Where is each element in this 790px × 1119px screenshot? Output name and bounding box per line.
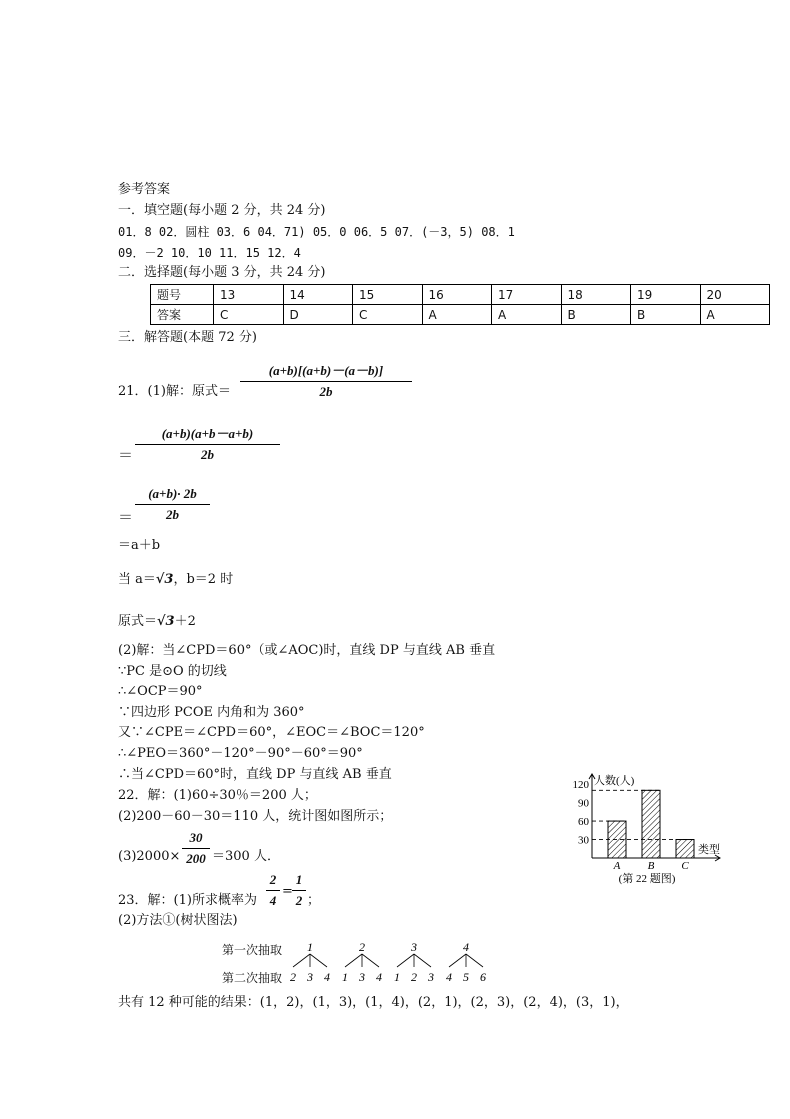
q21-original bbox=[118, 614, 196, 630]
table-cell: D bbox=[283, 305, 353, 325]
fraction-3-denominator: 2b bbox=[166, 507, 179, 522]
fraction-3-numerator: (a+b)· 2b bbox=[135, 486, 210, 505]
q21-prefix: 21．(1)解：原式＝ bbox=[118, 384, 231, 399]
q21-part2-line2: ∵PC 是⊙O 的切线 bbox=[118, 664, 227, 679]
q23-line1: 23．解：(1)所求概率为 bbox=[118, 893, 257, 908]
table-cell: 19 bbox=[631, 285, 701, 305]
page-title: 参考答案 bbox=[118, 182, 171, 197]
table-cell: B bbox=[561, 305, 631, 325]
equals-sign-1: ＝ bbox=[118, 446, 134, 464]
q23-line1-suffix: ； bbox=[307, 893, 321, 908]
y-tick-label: 120 bbox=[572, 779, 589, 792]
equals-sign-2: ＝ bbox=[118, 508, 134, 526]
x-axis-label: 类型 bbox=[698, 844, 720, 856]
fraction-q22-denominator: 200 bbox=[186, 851, 206, 866]
tree-branch bbox=[414, 954, 431, 967]
table-cell: A bbox=[700, 305, 770, 325]
fill-answers-line2: 09．－2 10．10 11．15 12．4 bbox=[118, 246, 301, 260]
table-cell: 18 bbox=[561, 285, 631, 305]
tree-node-level1: 1 bbox=[307, 940, 313, 954]
table-cell: C bbox=[353, 305, 423, 325]
tree-branch bbox=[345, 954, 362, 967]
sqrt3: √3 bbox=[157, 614, 175, 629]
q22-line2: (2)200－60－30＝110 人，统计图如图所示； bbox=[118, 809, 393, 824]
bar-C bbox=[676, 840, 694, 858]
fraction-2-denominator: 2b bbox=[201, 447, 214, 462]
tree-node-level2: 1 bbox=[342, 970, 348, 984]
tree-row1-label: 第一次抽取 bbox=[222, 943, 283, 957]
table-cell: A bbox=[422, 305, 492, 325]
tree-node-level2: 6 bbox=[480, 970, 486, 984]
tree-branch bbox=[449, 954, 466, 967]
tree-node-level1: 2 bbox=[359, 940, 365, 954]
fraction-q23b-numerator: 1 bbox=[292, 872, 306, 891]
tree-node-level2: 3 bbox=[359, 970, 365, 984]
fraction-q23b-denominator: 2 bbox=[295, 893, 303, 908]
y-tick-label: 60 bbox=[578, 816, 589, 829]
q22-line3 bbox=[118, 849, 180, 865]
y-axis-label: 人数(人) bbox=[594, 775, 635, 787]
answer-table bbox=[150, 284, 770, 325]
table-cell: 题号 bbox=[151, 285, 214, 305]
q21-part2-line7: ∴当∠CPD＝60°时，直线 DP 与直线 AB 垂直 bbox=[118, 767, 392, 782]
table-cell: 答案 bbox=[151, 305, 214, 325]
section2-heading: 二．选择题(每小题 3 分，共 24 分) bbox=[118, 265, 326, 280]
fraction-q23a-numerator: 2 bbox=[266, 872, 280, 891]
fraction-q23a bbox=[266, 872, 280, 909]
sqrt3: √3 bbox=[155, 572, 174, 587]
x-tick-label: C bbox=[681, 860, 689, 872]
fraction-q23b bbox=[292, 872, 306, 909]
q21-when bbox=[118, 572, 233, 588]
q22-line3-prefix: (3)2000× bbox=[118, 849, 181, 864]
tree-node-level2: 2 bbox=[411, 970, 417, 984]
table-cell: A bbox=[492, 305, 562, 325]
table-row bbox=[151, 305, 770, 325]
table-cell: 13 bbox=[214, 285, 284, 305]
tree-node-level2: 3 bbox=[307, 970, 313, 984]
q23-line2: (2)方法①(树状图法) bbox=[118, 913, 238, 928]
x-tick-label: A bbox=[613, 860, 621, 872]
fraction-1-numerator: (a+b)[(a+b)－(a－b)] bbox=[240, 360, 412, 382]
table-cell: B bbox=[631, 305, 701, 325]
tree-node-level2: 4 bbox=[376, 970, 382, 984]
fraction-q22-numerator: 30 bbox=[182, 830, 210, 849]
orig-suffix: ＋2 bbox=[174, 614, 196, 629]
chart-caption: (第 22 题图) bbox=[618, 873, 676, 885]
q21-part2-line6: ∴∠PEO＝360°－120°－90°－60°＝90° bbox=[118, 746, 363, 761]
tree-node-level2: 4 bbox=[446, 970, 452, 984]
q21-part2-line5: 又∵∠CPE＝∠CPD＝60°，∠EOC＝∠BOC＝120° bbox=[118, 725, 425, 740]
fraction-2 bbox=[135, 423, 280, 463]
fill-answers-line1: 01．8 02．圆柱 03．6 04．71) 05．0 06．5 07．(－3，5) 08．1 bbox=[118, 225, 515, 239]
table-cell: 16 bbox=[422, 285, 492, 305]
q21-result: ＝a＋b bbox=[118, 538, 161, 553]
y-tick-label: 30 bbox=[578, 834, 589, 847]
fraction-q22 bbox=[182, 830, 210, 867]
tree-branch bbox=[362, 954, 379, 967]
fraction-1 bbox=[240, 360, 412, 400]
q21-part2-line3: ∴∠OCP＝90° bbox=[118, 684, 203, 699]
tree-node-level2: 5 bbox=[463, 970, 469, 984]
table-cell: 14 bbox=[283, 285, 353, 305]
when-prefix: 当 a＝ bbox=[118, 572, 156, 587]
table-cell: C bbox=[214, 305, 284, 325]
q21-part2-line4: ∵四边形 PCOE 内角和为 360° bbox=[118, 705, 305, 720]
q22-line3-suffix: ＝300 人． bbox=[212, 849, 280, 864]
table-row bbox=[151, 285, 770, 305]
section3-heading: 三．解答题(本题 72 分) bbox=[118, 330, 257, 345]
tree-node-level2: 3 bbox=[428, 970, 434, 984]
tree-branch bbox=[466, 954, 483, 967]
bar-chart bbox=[560, 768, 740, 888]
tree-diagram bbox=[280, 938, 500, 988]
y-tick-label: 90 bbox=[578, 797, 589, 810]
q21-part2-line1: (2)解：当∠CPD＝60°（或∠AOC)时，直线 DP 与直线 AB 垂直 bbox=[118, 643, 496, 658]
tree-node-level1: 4 bbox=[463, 940, 469, 954]
bar-B bbox=[642, 790, 660, 858]
orig-prefix: 原式＝ bbox=[118, 614, 158, 629]
q23-equals: = bbox=[282, 884, 293, 899]
x-tick-label: B bbox=[647, 860, 655, 872]
tree-node-level2: 2 bbox=[290, 970, 296, 984]
table-cell: 15 bbox=[353, 285, 423, 305]
tree-branch bbox=[293, 954, 310, 967]
tree-row2-label: 第二次抽取 bbox=[222, 971, 283, 985]
q23-outcomes: 共有 12 种可能的结果：(1，2)，(1，3)，(1，4)，(2，1)，(2，3)，(2，4)，(3，1)， bbox=[118, 995, 629, 1010]
tree-node-level1: 3 bbox=[411, 940, 417, 954]
fraction-3 bbox=[135, 486, 210, 523]
tree-node-level2: 1 bbox=[394, 970, 400, 984]
fraction-q23a-denominator: 4 bbox=[269, 893, 277, 908]
tree-node-level2: 4 bbox=[324, 970, 330, 984]
table-cell: 17 bbox=[492, 285, 562, 305]
section1-heading: 一．填空题(每小题 2 分，共 24 分) bbox=[118, 203, 326, 218]
when-suffix: ，b＝2 时 bbox=[173, 572, 234, 587]
tree-branch bbox=[397, 954, 414, 967]
q22-line1: 22．解：(1)60÷30％＝200 人； bbox=[118, 788, 317, 803]
tree-branch bbox=[310, 954, 327, 967]
table-cell: 20 bbox=[700, 285, 770, 305]
fraction-1-denominator: 2b bbox=[319, 384, 333, 399]
fraction-2-numerator: (a+b)(a+b－a+b) bbox=[135, 423, 280, 445]
